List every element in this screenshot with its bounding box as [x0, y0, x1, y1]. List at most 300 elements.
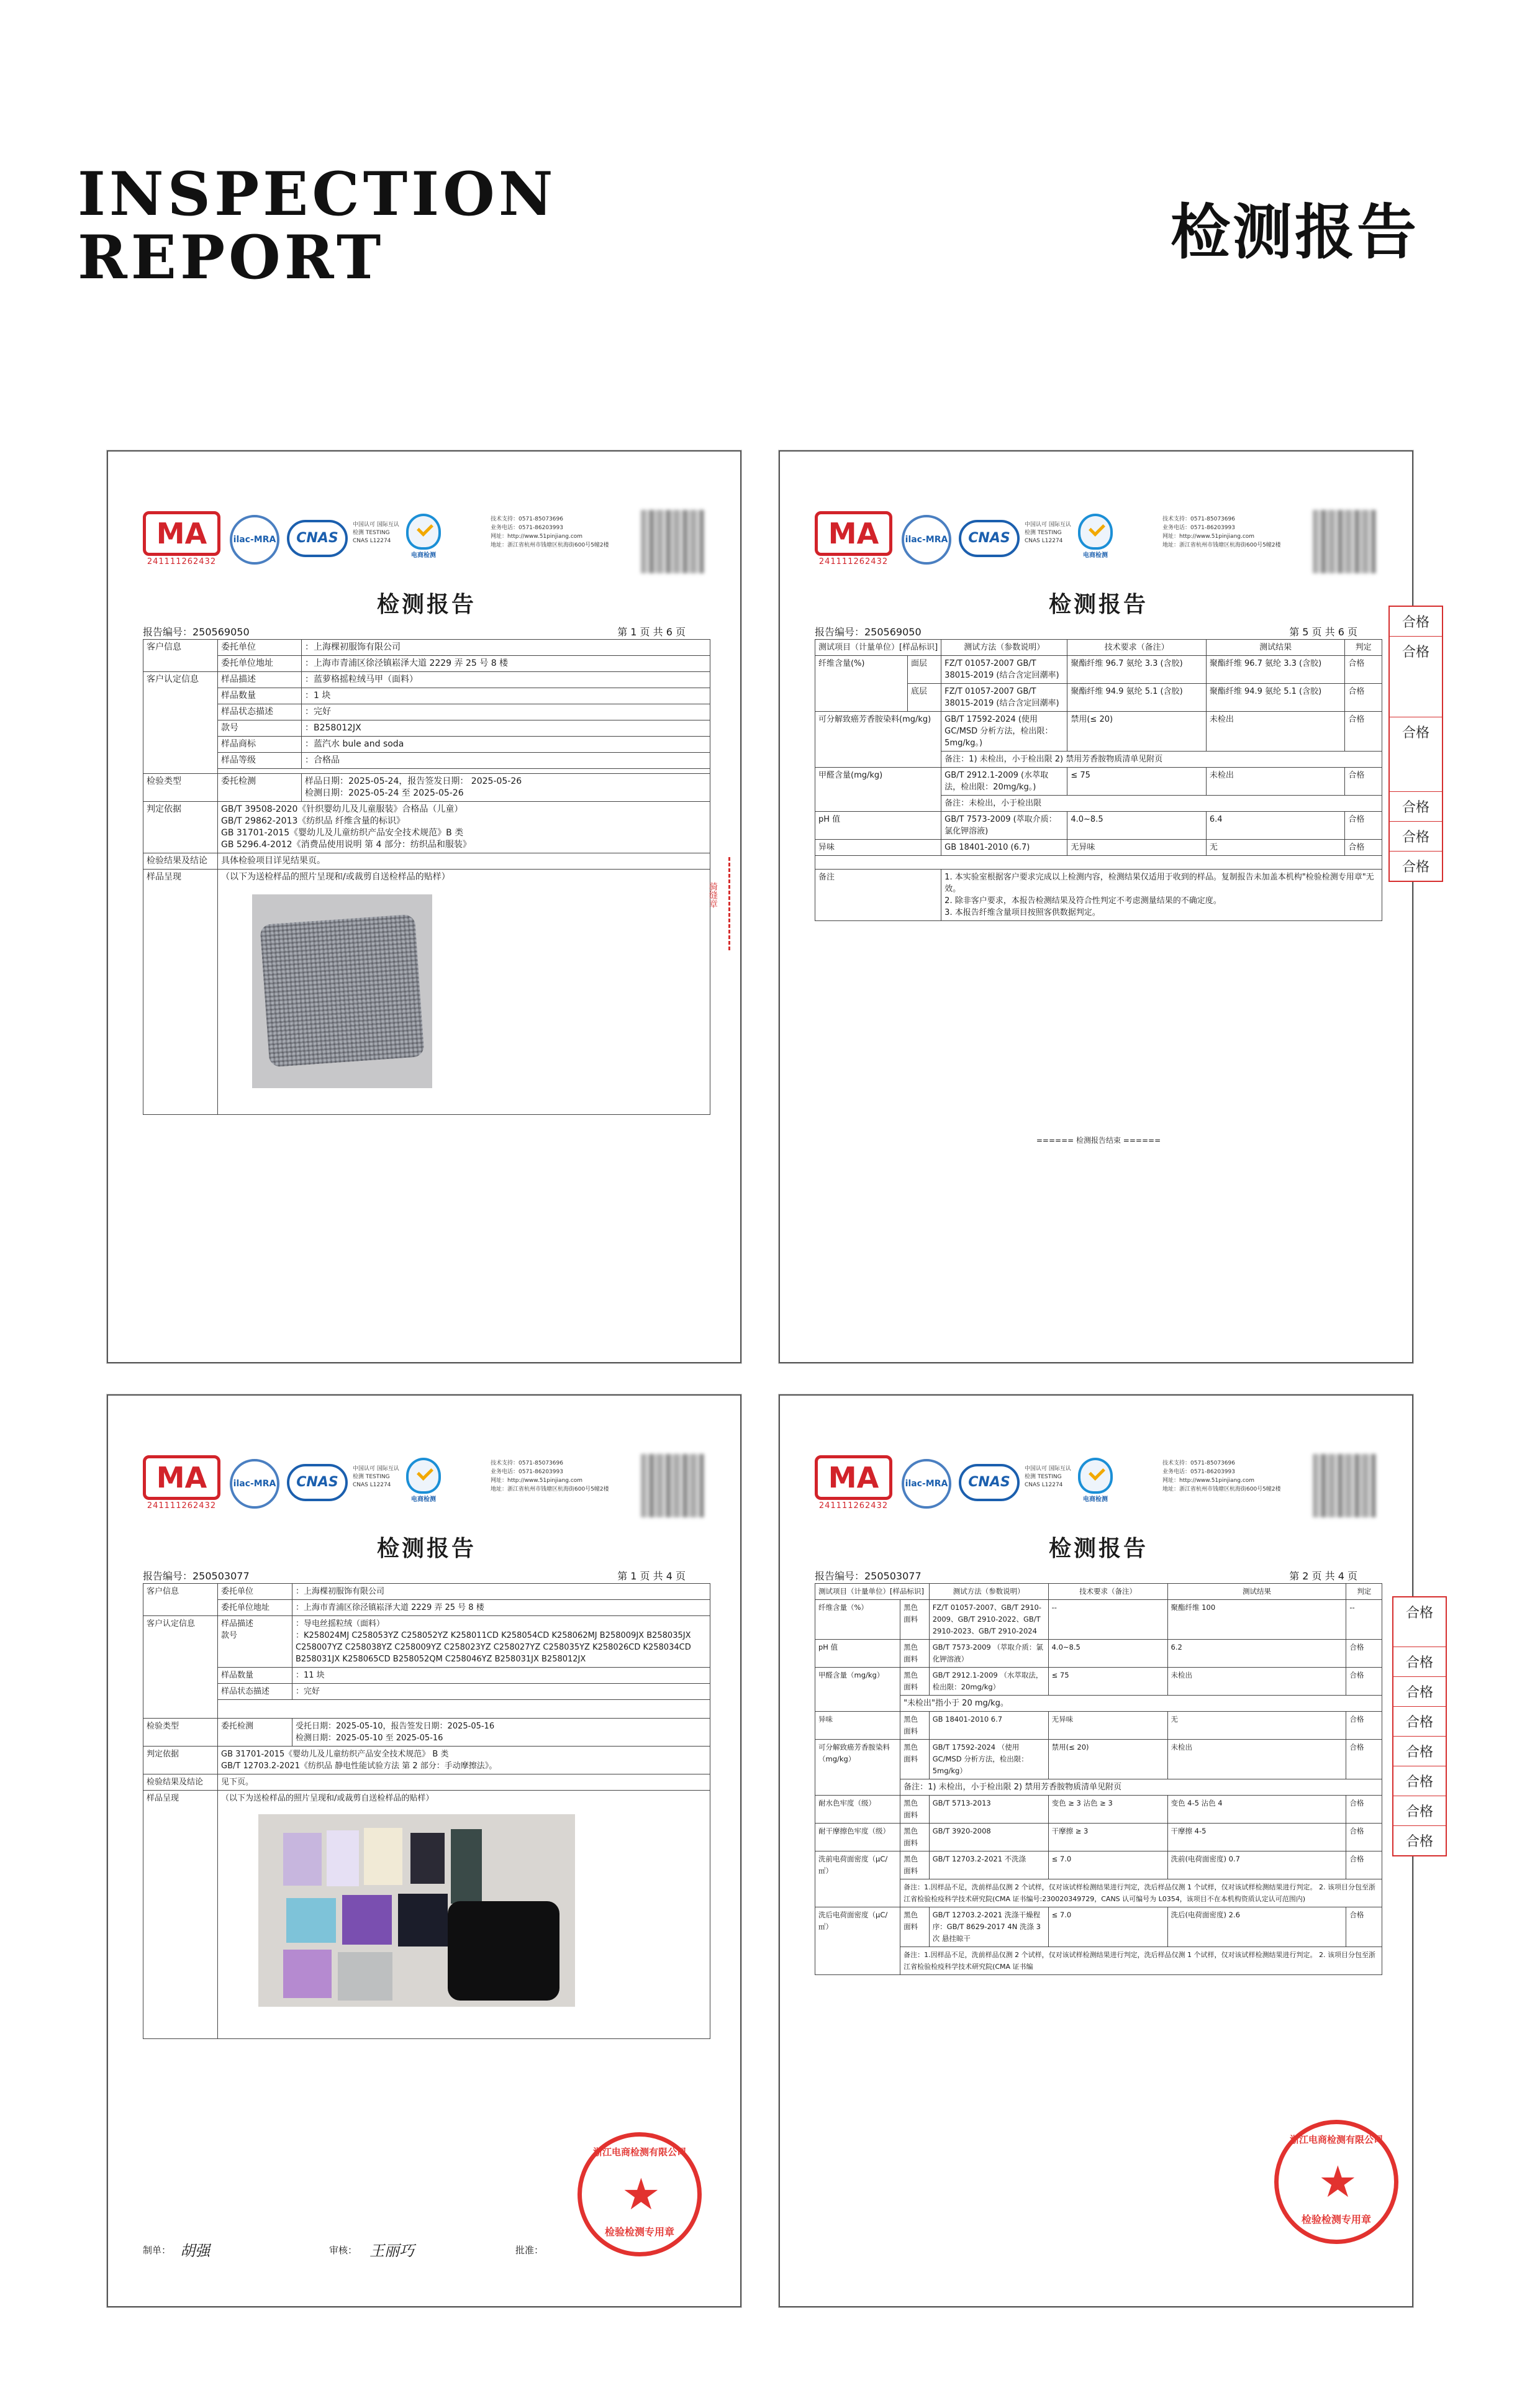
test-item: pH 值 [815, 1640, 900, 1668]
table-row [815, 856, 1382, 870]
remarks-cell [941, 870, 1382, 921]
requirement-cell: ≤ 7.0 [1048, 1907, 1167, 1947]
table-row [143, 1791, 710, 2039]
requirement-cell: 4.0~8.5 [1048, 1640, 1167, 1668]
test-item: 洗后电荷面密度（μC/㎡） [815, 1907, 900, 1975]
field-label: 款号 [218, 720, 302, 737]
table-row [143, 688, 710, 704]
column-header: 测试方法（参数说明） [929, 1584, 1048, 1600]
company-seal [578, 2132, 702, 2256]
method-cell: GB/T 12703.2-2021 洗涤干燥程序：GB/T 8629-2017 4N 洗涤 3 次 悬挂晾干 [929, 1907, 1048, 1947]
shield-label: 电商检测 [1083, 1496, 1108, 1503]
result-cell: 无 [1167, 1712, 1346, 1740]
verdict-badge: 合格 [1393, 1597, 1446, 1647]
fabric-swatch [451, 1829, 482, 1904]
logo-strip [143, 507, 710, 573]
method-cell: FZ/T 01057-2007 GB/T 38015-2019 (结合含定回潮率) [941, 684, 1067, 712]
table-row [143, 1668, 710, 1684]
test-item: 可分解致癌芳香胺染料(mg/kg) [815, 712, 941, 768]
field-label: 委托单位地址 [218, 1600, 292, 1616]
fabric-swatch [342, 1895, 392, 1945]
table-row [143, 1700, 710, 1719]
ilac-mra-logo: ilac-MRA [230, 515, 279, 565]
verdict-badge: 合格 [1393, 1677, 1446, 1707]
field-label: 委托单位 [218, 1584, 292, 1600]
verdict-cell: 合格 [1346, 1712, 1382, 1740]
shield-check-icon [406, 514, 441, 550]
approver-label: 批准： [515, 2245, 544, 2256]
field-value: ：11 块 [292, 1668, 710, 1684]
verdict-badge: 合格 [1393, 1647, 1446, 1677]
date-line: 样品日期：2025-05-24，报告签发日期： 2025-05-26 [305, 776, 522, 786]
table-row [143, 870, 710, 1115]
result-cell: 干摩擦 4-5 [1167, 1824, 1346, 1851]
logo-strip [143, 1451, 710, 1517]
table-row [815, 1640, 1382, 1668]
contact-line: 网址：http://www.51pinjiang.com [491, 534, 583, 540]
table-row [143, 1584, 710, 1600]
field-label: 委托单位 [218, 640, 302, 656]
cma-number: 241111262432 [818, 557, 889, 566]
test-item: pH 值 [815, 812, 941, 840]
fabric-swatch [448, 1901, 559, 2001]
note-cell: 备注：1.因样品不足，洗前样品仅测 2 个试样，仅对该试样检测结果进行判定，洗后样品仅测 1 个试样，仅对该试样检测结果进行判定。 2. 该项目分包至浙江省检验检疫科学技术研究院(CMA 证书编号:230020349729，CANS 认可编号为 L0354，该项目不在本机构资质认定认可范围内) [900, 1879, 1382, 1907]
row-label: 客户认定信息 [143, 1616, 218, 1719]
verdict-badge: 合格 [1390, 607, 1442, 637]
column-header: 技术要求（备注） [1048, 1584, 1167, 1600]
requirement-cell: 禁用(≤ 20) [1067, 712, 1207, 752]
photo-note: （以下为送检样品的照片呈现和/或裁剪自送检样品的贴样） [221, 872, 450, 882]
report-number: 报告编号：250503077 [815, 1570, 922, 1582]
result-cell: 变色 4-5 沾色 4 [1167, 1796, 1346, 1824]
contact-line: 业务电话：0571-86203993 [491, 525, 563, 531]
test-item: 纤维含量(%) [815, 656, 908, 712]
shield-label: 电商检测 [1083, 552, 1108, 559]
shield-label: 电商检测 [411, 1496, 436, 1503]
date-line: 受托日期：2025-05-10，报告签发日期：2025-05-16 [296, 1722, 495, 1731]
report-number: 报告编号：250569050 [143, 626, 250, 638]
field-value: ：完好 [292, 1684, 710, 1700]
report-title: 检测报告 [376, 592, 476, 617]
table-row [815, 1668, 1382, 1696]
style-list: ：K258024MJ C258053YZ C258052YZ K258011CD K258054CD K258062MJ B258009JX B258035JX C258007YZ C258038YZ C258009YZ C258023YZ C258027YZ C258035YZ K258026CD K258034CD B258031JX K258065CD B258052QM C258046YZ B258031JX B258012JX [296, 1631, 691, 1664]
field-value: ：合格品 [302, 753, 710, 769]
cma-number: 241111262432 [147, 1501, 217, 1510]
company-seal [1274, 2120, 1398, 2244]
contact-block [1162, 1459, 1324, 1494]
field-value: ：完好 [302, 704, 710, 720]
field-label [218, 1616, 292, 1668]
table-row [143, 1616, 710, 1668]
result-cell: 未检出 [1167, 1668, 1346, 1696]
verdict-cell: 合格 [1345, 768, 1382, 796]
method-cell: GB/T 2912.1-2009 （水萃取法，检出限：20mg/kg） [929, 1668, 1048, 1696]
fabric-swatch [283, 1950, 332, 1998]
row-label: 检验结果及结论 [143, 853, 218, 870]
shield-icon [404, 1458, 443, 1507]
test-item: 甲醛含量(mg/kg) [815, 768, 941, 812]
table-row [143, 720, 710, 737]
contact-line: 网址：http://www.51pinjiang.com [491, 1478, 583, 1484]
fabric-swatch [283, 1833, 322, 1886]
table-row [143, 774, 710, 802]
fabric-swatch [398, 1894, 448, 1947]
spacer-cell [815, 856, 1382, 870]
layer-label: 底层 [908, 684, 941, 712]
verdict-badge-column-2 [1392, 1596, 1447, 1856]
verdict-cell: 合格 [1346, 1740, 1382, 1779]
reviewer-label: 审核： [329, 2245, 358, 2256]
requirement-cell: 聚酯纤维 96.7 氨纶 3.3 (含胶) [1067, 656, 1207, 684]
color-label: 黑色 面料 [900, 1796, 930, 1824]
method-cell: GB/T 17592-2024 (使用 GC/MSD 分析方法，检出限：5mg/kg。) [941, 712, 1067, 752]
method-cell: GB 18401-2010 6.7 [929, 1712, 1048, 1740]
note-cell: "未检出"指小于 20 mg/kg。 [900, 1696, 1382, 1712]
table-row [815, 1779, 1382, 1796]
field-value: ：上海市青浦区徐泾镇崧泽大道 2229 弄 25 号 8 楼 [292, 1600, 710, 1616]
cnas-logo: CNAS [287, 1464, 348, 1501]
field-label: 款号 [221, 1631, 238, 1640]
requirement-cell: 聚酯纤维 94.9 氨纶 5.1 (含胶) [1067, 684, 1207, 712]
test-item: 可分解致癌芳香胺染料（mg/kg） [815, 1740, 900, 1796]
shield-icon [404, 514, 443, 563]
verdict-badge: 合格 [1402, 860, 1429, 875]
spacer-cell [218, 1700, 710, 1719]
table-row [815, 712, 1382, 752]
verdict-badge: 合格 [1393, 1796, 1446, 1826]
basis-item: GB/T 39508-2020《针织婴幼儿及儿童服装》合格品（儿童） [221, 804, 463, 814]
verdict-cell: 合格 [1345, 840, 1382, 856]
result-cell: 未检出 [1206, 712, 1345, 752]
table-row [815, 812, 1382, 840]
accreditation-text: 中国认可 国际互认 检测 TESTING CNAS L12274 [1025, 522, 1071, 544]
row-label: 检验类型 [143, 1719, 218, 1747]
shield-check-icon [406, 1458, 441, 1494]
table-row [815, 1600, 1382, 1640]
seal-text: 检验检测专用章 [604, 2226, 674, 2238]
basis-item: GB/T 29862-2013《纺织品 纤维含量的标识》 [221, 816, 405, 826]
contact-line: 业务电话：0571-86203993 [1162, 1469, 1235, 1475]
result-cell: 6.4 [1206, 812, 1345, 840]
field-value [292, 1719, 710, 1747]
row-label: 判定依据 [143, 802, 218, 853]
column-header: 测试方法（参数说明） [941, 640, 1067, 656]
seam-stamp-text: 骑缝章 [708, 882, 718, 908]
table-row [815, 1947, 1382, 1975]
date-line: 检测日期：2025-05-10 至 2025-05-16 [296, 1733, 443, 1743]
accreditation-text: 中国认可 国际互认 检测 TESTING CNAS L12274 [353, 1466, 399, 1488]
ilac-mra-logo: ilac-MRA [902, 1459, 951, 1509]
contact-line: 技术支持：0571-85073696 [491, 516, 563, 522]
requirement-cell: 变色 ≥ 3 沾色 ≥ 3 [1048, 1796, 1167, 1824]
ilac-mra-logo: ilac-MRA [902, 515, 951, 565]
field-value: ：蓝萝格摇粒绒马甲（面料） [302, 672, 710, 688]
row-label: 检验类型 [143, 774, 218, 802]
contact-block [491, 515, 652, 550]
fabric-swatch [286, 1898, 336, 1943]
remark-line: 1. 本实验室根据客户要求完成以上检测内容，检测结果仅适用于收到的样品。复制报告未加盖本机构"检验检测专用章"无效。 [944, 873, 1374, 894]
verdict-cell: 合格 [1345, 712, 1382, 752]
table-header-row [815, 640, 1382, 656]
fabric-swatch [410, 1833, 445, 1884]
table-row [143, 753, 710, 769]
verdict-cell: 合格 [1345, 656, 1382, 684]
info-table [143, 1583, 710, 2039]
table-row [143, 853, 710, 870]
table-row [143, 1600, 710, 1616]
cnas-logo: CNAS [959, 1464, 1020, 1501]
qr-code-icon [1313, 1454, 1376, 1517]
qr-code-icon [641, 510, 704, 573]
contact-line: 技术支持：0571-85073696 [491, 1460, 563, 1466]
title-english [78, 159, 557, 293]
field-label: 样品描述 [221, 1619, 254, 1629]
verdict-badge: 合格 [1405, 1834, 1433, 1850]
title-chinese: 检测报告 [1171, 198, 1419, 267]
color-label: 黑色 面料 [900, 1712, 930, 1740]
field-label: 委托检测 [218, 1719, 292, 1747]
test-item: 异味 [815, 1712, 900, 1740]
field-label: 样品等级 [218, 753, 302, 769]
method-cell: GB/T 17592-2024 （使用 GC/MSD 分析方法，检出限：5mg/kg） [929, 1740, 1048, 1779]
shield-check-icon [1078, 514, 1113, 550]
accreditation-text: 中国认可 国际互认 检测 TESTING CNAS L12274 [353, 522, 399, 544]
verdict-cell: 合格 [1346, 1640, 1382, 1668]
basis-item: GB 31701-2015《婴幼儿及儿童纺织产品安全技术规范》 B 类 [221, 1750, 449, 1759]
shield-check-icon [1078, 1458, 1113, 1494]
verdict-badge: 合格 [1393, 1707, 1446, 1737]
remark-line: 2. 除非客户要求，本报告检测结果及符合性判定不考虑测量结果的不确定度。 [944, 896, 1221, 906]
method-cell: FZ/T 01057-2007、GB/T 2910-2009、GB/T 2910-2022、GB/T 2910-2023、GB/T 2910-2024 [929, 1600, 1048, 1640]
test-item: 耐水色牢度（级） [815, 1796, 900, 1824]
verdict-cell: 合格 [1346, 1907, 1382, 1947]
method-cell: GB 18401-2010 (6.7) [941, 840, 1067, 856]
report-title: 检测报告 [376, 1536, 476, 1561]
basis-list [218, 802, 710, 853]
note-cell: 备注：1) 未检出，小于检出限 2) 禁用芳香胺物质清单见附页 [900, 1779, 1382, 1796]
results-table [815, 639, 1382, 921]
color-label: 黑色 面料 [900, 1907, 930, 1947]
contact-line: 业务电话：0571-86203993 [491, 1469, 563, 1475]
field-value: ：上海棵初服饰有限公司 [302, 640, 710, 656]
table-row [815, 840, 1382, 856]
verdict-badge: 合格 [1393, 1766, 1446, 1796]
ilac-mra-logo: ilac-MRA [230, 1459, 279, 1509]
page-indicator: 第 1 页 共 4 页 [617, 1570, 686, 1582]
title-line-1: INSPECTION [78, 159, 557, 229]
field-label: 样品数量 [218, 688, 302, 704]
column-header: 技术要求（备注） [1067, 640, 1207, 656]
table-row [143, 704, 710, 720]
basis-item: GB 31701-2015《婴幼儿及儿童纺织产品安全技术规范》B 类 [221, 828, 464, 838]
field-value: ：蓝汽水 bule and soda [302, 737, 710, 753]
star-icon: ★ [1318, 2156, 1357, 2207]
cma-mark: MA [815, 511, 892, 556]
requirement-cell: 干摩擦 ≥ 3 [1048, 1824, 1167, 1851]
method-cell: GB/T 7573-2009 (萃取介质：氯化钾溶液) [941, 812, 1067, 840]
logo-strip [815, 507, 1382, 573]
field-label: 样品数量 [218, 1668, 292, 1684]
column-header: 测试项目（计量单位）[样品标识] [815, 640, 941, 656]
field-label: 样品描述 [218, 672, 302, 688]
note-cell: 备注：1.因样品不足，洗前样品仅测 2 个试样，仅对该试样检测结果进行判定，洗后样品仅测 1 个试样，仅对该试样检测结果进行判定。 2. 该项目分包至浙江省检验检疫科学技术研究院(CMA 证书编 [900, 1947, 1382, 1975]
verdict-cell: 合格 [1346, 1851, 1382, 1879]
column-header: 测试结果 [1206, 640, 1345, 656]
seal-company-name: 浙江电商检测有限公司 [1289, 2134, 1383, 2145]
table-row [815, 768, 1382, 796]
contact-block [1162, 515, 1324, 550]
table-row [815, 870, 1382, 921]
method-cell: GB/T 5713-2013 [929, 1796, 1048, 1824]
page-indicator: 第 5 页 共 6 页 [1289, 626, 1357, 638]
field-value: ：上海市青浦区徐泾镇崧泽大道 2229 弄 25 号 8 楼 [302, 656, 710, 672]
row-label: 客户信息 [143, 640, 218, 672]
requirement-cell: 禁用(≤ 20) [1048, 1740, 1167, 1779]
field-value [292, 1616, 710, 1668]
requirement-cell: 无异味 [1067, 840, 1207, 856]
column-header: 测试项目（计量单位）[样品标识] [815, 1584, 930, 1600]
field-value [302, 774, 710, 802]
field-value: ：B258012JX [302, 720, 710, 737]
note-cell: 备注：1) 未检出，小于检出限 2) 禁用芳香胺物质清单见附页 [941, 752, 1382, 768]
verdict-badge: 合格 [1390, 822, 1442, 852]
result-cell: 6.2 [1167, 1640, 1346, 1668]
row-label: 客户信息 [143, 1584, 218, 1616]
cma-mark: MA [143, 511, 220, 556]
report-page-1 [107, 450, 741, 1363]
report-title: 检测报告 [1048, 1536, 1148, 1561]
table-row [815, 656, 1382, 684]
sample-photo [252, 894, 432, 1088]
star-icon: ★ [622, 2169, 661, 2220]
result-cell: 聚酯纤维 96.7 氨纶 3.3 (含胶) [1206, 656, 1345, 684]
test-item: 洗前电荷面密度（μC/㎡） [815, 1851, 900, 1907]
results-table [815, 1583, 1382, 1975]
requirement-cell: ≤ 7.0 [1048, 1851, 1167, 1879]
requirement-cell: 4.0~8.5 [1067, 812, 1207, 840]
cma-logo [143, 511, 220, 572]
report-page-2 [779, 450, 1413, 1363]
fabric-swatch [338, 1952, 392, 2001]
method-cell: GB/T 3920-2008 [929, 1824, 1048, 1851]
field-value: ：导电丝摇粒绒（面料） [296, 1619, 385, 1629]
requirement-cell: 无异味 [1048, 1712, 1167, 1740]
basis-item: GB 5296.4-2012《消费品使用说明 第 4 部分：纺织品和服装》 [221, 840, 471, 850]
photo-cell [218, 1791, 710, 2039]
table-row [143, 1684, 710, 1700]
table-row [815, 1824, 1382, 1851]
verdict-cell: 合格 [1346, 1824, 1382, 1851]
info-table [143, 639, 710, 1115]
verdict-badge: 合格 [1390, 637, 1442, 717]
test-item: 纤维含量（%） [815, 1600, 900, 1640]
logo-strip [815, 1451, 1382, 1517]
table-header-row [815, 1584, 1382, 1600]
cma-mark: MA [815, 1455, 892, 1500]
result-cell: 无 [1206, 840, 1345, 856]
report-end-line: ====== 检测报告结束 ====== [1036, 1136, 1161, 1145]
fabric-swatch [364, 1828, 402, 1885]
maker-label: 制单： [143, 2245, 171, 2256]
cma-number: 241111262432 [818, 1501, 889, 1510]
color-label: 黑色 面料 [900, 1851, 930, 1879]
result-cell: 聚酯纤维 100 [1167, 1600, 1346, 1640]
field-value: ：上海棵初服饰有限公司 [292, 1584, 710, 1600]
contact-line: 网址：http://www.51pinjiang.com [1162, 1478, 1255, 1484]
verdict-cell: 合格 [1345, 684, 1382, 712]
row-label: 检验结果及结论 [143, 1774, 218, 1791]
fabric-swatch [327, 1830, 359, 1886]
method-cell: GB/T 2912.1-2009 (水萃取法，检出限：20mg/kg。) [941, 768, 1067, 796]
table-row [143, 656, 710, 672]
table-row [815, 1740, 1382, 1779]
shield-label: 电商检测 [411, 552, 436, 559]
result-text: 见下页。 [218, 1774, 710, 1791]
test-item: 甲醛含量（mg/kg） [815, 1668, 900, 1712]
table-row [815, 1696, 1382, 1712]
qr-code-icon [641, 1454, 704, 1517]
table-row [815, 1851, 1382, 1879]
color-label: 黑色 面料 [900, 1640, 930, 1668]
contact-line: 地址：浙江省杭州市钱塘区杭海街600号5幢2楼 [491, 542, 609, 548]
requirement-cell: -- [1048, 1600, 1167, 1640]
verdict-cell: 合格 [1346, 1668, 1382, 1696]
result-text: 具体检验项目详见结果页。 [218, 853, 710, 870]
table-row [143, 802, 710, 853]
sample-photo [258, 1814, 575, 2007]
report-number: 报告编号：250503077 [143, 1570, 250, 1582]
verdict-cell: 合格 [1346, 1796, 1382, 1824]
row-label: 客户认定信息 [143, 672, 218, 774]
maker-signature: 胡强 [180, 2242, 210, 2260]
cma-logo [815, 1455, 892, 1516]
field-label: 样品商标 [218, 737, 302, 753]
table-row [143, 1719, 710, 1747]
cnas-logo: CNAS [959, 520, 1020, 557]
basis-list [218, 1747, 710, 1774]
color-label: 黑色 面料 [900, 1600, 930, 1640]
fabric-swatch [260, 914, 424, 1068]
cnas-logo: CNAS [287, 520, 348, 557]
verdict-badge: 合格 [1390, 792, 1442, 822]
field-label: 样品状态描述 [218, 704, 302, 720]
result-cell: 洗后(电荷面密度) 2.6 [1167, 1907, 1346, 1947]
photo-note: （以下为送检样品的照片呈现和/或裁剪自送检样品的贴样） [221, 1794, 434, 1803]
report-page-4 [779, 1394, 1413, 2307]
verdict-badge: 合格 [1390, 717, 1442, 792]
test-item: 异味 [815, 840, 941, 856]
result-cell: 聚酯纤维 94.9 氨纶 5.1 (含胶) [1206, 684, 1345, 712]
title-line-2: REPORT [78, 222, 385, 293]
method-cell: GB/T 7573-2009 （萃取介质：氯化钾溶液） [929, 1640, 1048, 1668]
qr-code-icon [1313, 510, 1376, 573]
requirement-cell: ≤ 75 [1048, 1668, 1167, 1696]
verdict-cell: -- [1346, 1600, 1382, 1640]
row-label: 样品呈现 [143, 870, 218, 1115]
color-label: 黑色 面料 [900, 1740, 930, 1779]
contact-line: 地址：浙江省杭州市钱塘区杭海街600号5幢2楼 [1162, 1486, 1281, 1492]
table-row [143, 1774, 710, 1791]
table-row [815, 1879, 1382, 1907]
contact-line: 技术支持：0571-85073696 [1162, 516, 1235, 522]
page-indicator: 第 2 页 共 4 页 [1289, 1570, 1357, 1582]
color-label: 黑色 面料 [900, 1668, 930, 1696]
cma-logo [143, 1455, 220, 1516]
shield-icon [1076, 514, 1115, 563]
result-cell: 洗前(电荷面密度) 0.7 [1167, 1851, 1346, 1879]
page-indicator: 第 1 页 共 6 页 [617, 626, 686, 638]
field-label: 委托单位地址 [218, 656, 302, 672]
